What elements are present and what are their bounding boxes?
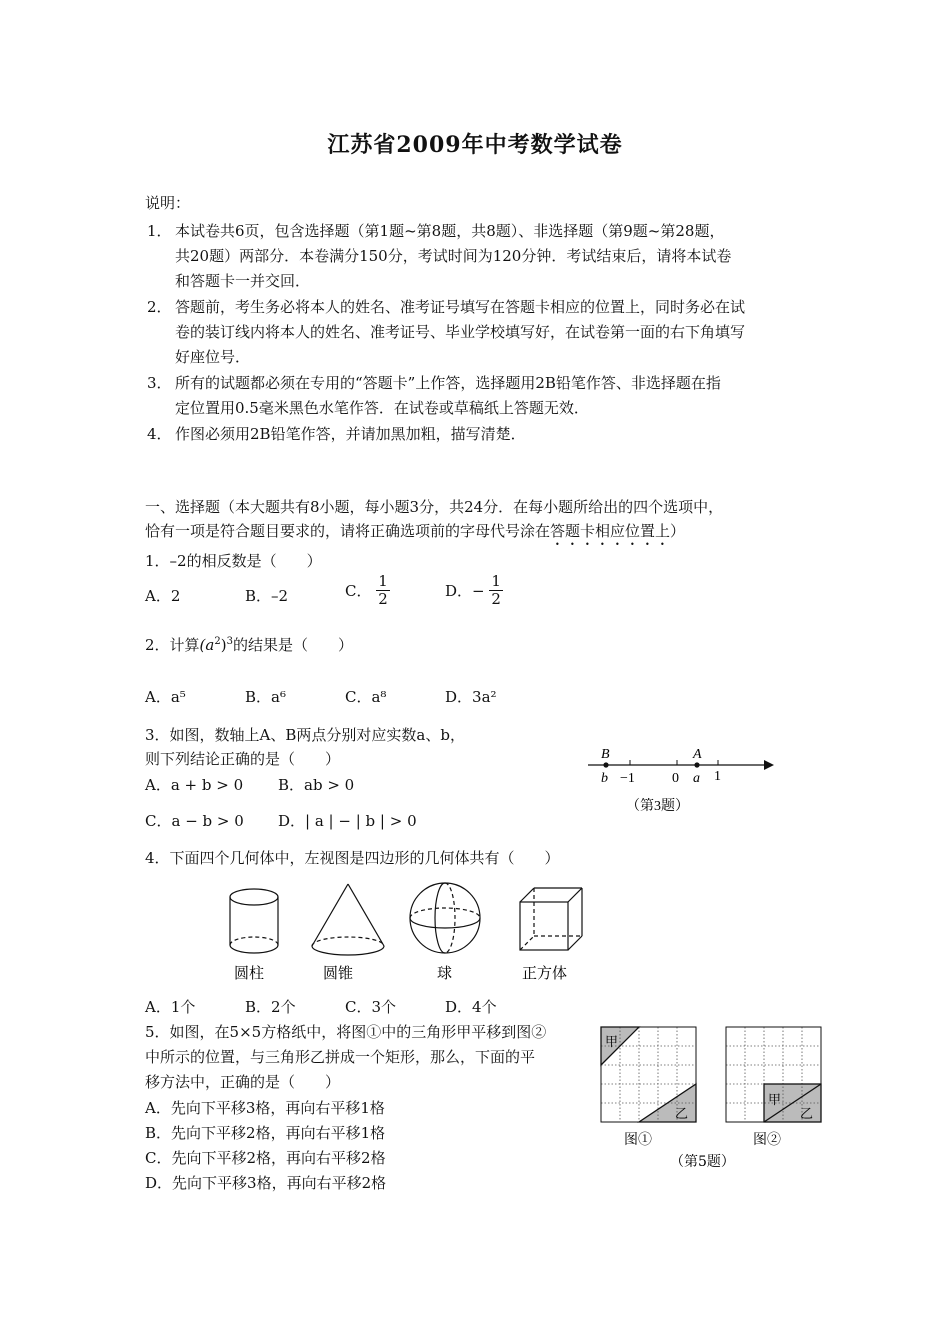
notes-label: 说明： [145,194,191,212]
q2-option-b: B．a⁶ [245,688,286,706]
fraction: $\frac{1}{2}$ [378,572,388,608]
q5-stem: 移方法中，正确的是（ ） [145,1073,341,1091]
point-b [603,762,608,767]
triangle-jia-label: 甲 [768,1093,782,1108]
grid-2 [726,1027,821,1122]
note-line: 答题前，考生务必将本人的姓名、准考证号填写在答题卡相应的位置上，同时务必在试 [175,298,746,316]
note-line: 共20题）两部分．本卷满分150分，考试时间为120分钟．考试结束后，请将本试卷 [175,247,732,265]
triangle-yi-label: 乙 [675,1107,689,1122]
solid-label: 圆锥 [323,964,354,982]
label-minus-one: −1 [620,771,635,786]
q1-option-a: A．2 [145,587,181,605]
sphere-icon [410,883,480,953]
q4-option-b: B．2个 [245,998,296,1016]
cube-icon [520,888,582,950]
page-title: 江苏省2009年中考数学试卷 [327,132,623,158]
label-one: 1 [714,769,721,784]
figure-1-label: 图① [624,1132,652,1148]
cylinder-icon [230,889,278,953]
q5-option-b: B．先向下平移2格，再向右平移1格 [145,1124,386,1142]
q5-stem: 中所示的位置，与三角形乙拼成一个矩形，那么，下面的平 [145,1048,536,1066]
note-line: 本试卷共6页，包含选择题（第1题~第8题，共8题）、非选择题（第9题~第28题， [175,222,725,240]
cone-icon [312,884,384,955]
grid-1 [601,1027,696,1122]
figure-2-label: 图② [753,1132,781,1148]
q2-stem: 2．计算$(a^2)^3$的结果是（ ） [145,636,353,654]
figure-caption: （第5题） [670,1154,735,1170]
note-num: 3． [147,374,172,392]
label-zero: 0 [672,771,679,786]
note-num: 2． [147,298,172,316]
q4-option-d: D．4个 [445,998,497,1016]
q5-option-a: A．先向下平移3格，再向右平移1格 [145,1099,385,1117]
q2-option-d: D．3a² [445,688,497,706]
q2-option-a: A．a⁵ [145,688,186,706]
point-a [694,762,699,767]
solid-label: 正方体 [522,964,568,982]
label-A: A [693,747,702,762]
q1-option-b: B．–2 [245,587,289,605]
section-heading: 一、选择题（本大题共有8小题，每小题3分，共24分．在每小题所给出的四个选项中， [145,498,724,516]
solid-label: 圆柱 [234,964,265,982]
q1-option-d: D．− $\frac{1}{2}$ [445,572,501,608]
q2-option-c: C．a⁸ [345,688,387,706]
section-heading-cont: 恰有一项是符合题目要求的，请将正确选项前的字母代号涂在答题卡相应位置上） [145,522,686,540]
q3-option-a: A．a + b > 0 [145,776,244,794]
note-num: 4． [147,425,172,443]
note-line: 卷的装订线内将本人的姓名、准考证号、毕业学校填写好，在试卷第一面的右下角填写 [175,323,746,341]
label-B: B [601,747,610,762]
label-a: a [693,771,700,786]
note-line: 定位置用0.5毫米黑色水笔作答．在试卷或草稿纸上答题无效． [175,399,589,417]
triangle-yi-label: 乙 [800,1107,814,1122]
q3-option-d: D．| a | − | b | > 0 [278,812,417,830]
solids-figure [220,880,600,985]
number-line-figure [580,740,790,820]
note-line: 好座位号． [175,348,251,366]
q3-stem: 则下列结论正确的是（ ） [145,750,341,768]
grid-translation-figure [598,1024,838,1174]
q4-option-c: C．3个 [345,998,397,1016]
note-line: 作图必须用2B铅笔作答，并请加黑加粗，描写清楚． [175,425,526,443]
q3-stem: 3．如图，数轴上A、B两点分别对应实数a、b， [145,726,465,744]
figure-caption: （第3题） [626,799,689,814]
q1-option-c: C． $\frac{1}{2}$ [345,572,388,608]
triangle-jia-label: 甲 [605,1035,619,1050]
note-line: 和答题卡一并交回． [175,272,311,290]
q5-option-d: D．先向下平移3格，再向右平移2格 [145,1174,387,1192]
solid-label: 球 [437,964,453,982]
emphasis-text: 答题卡相应位置上 [550,522,671,540]
q5-stem: 5．如图，在5×5方格纸中，将图①中的三角形甲平移到图② [145,1023,547,1041]
label-b: b [601,771,608,786]
q4-option-a: A．1个 [145,998,196,1016]
q5-option-c: C．先向下平移2格，再向右平移2格 [145,1149,386,1167]
q3-option-c: C．a − b > 0 [145,812,244,830]
fraction: $\frac{1}{2}$ [491,572,501,608]
q4-stem: 4．下面四个几何体中，左视图是四边形的几何体共有（ ） [145,849,560,867]
q3-option-b: B．ab > 0 [278,776,355,794]
q1-stem: 1．–2的相反数是（ ） [145,552,322,570]
note-num: 1． [147,222,172,240]
note-line: 所有的试题都必须在专用的“答题卡”上作答，选择题用2B铅笔作答、非选择题在指 [175,374,721,392]
